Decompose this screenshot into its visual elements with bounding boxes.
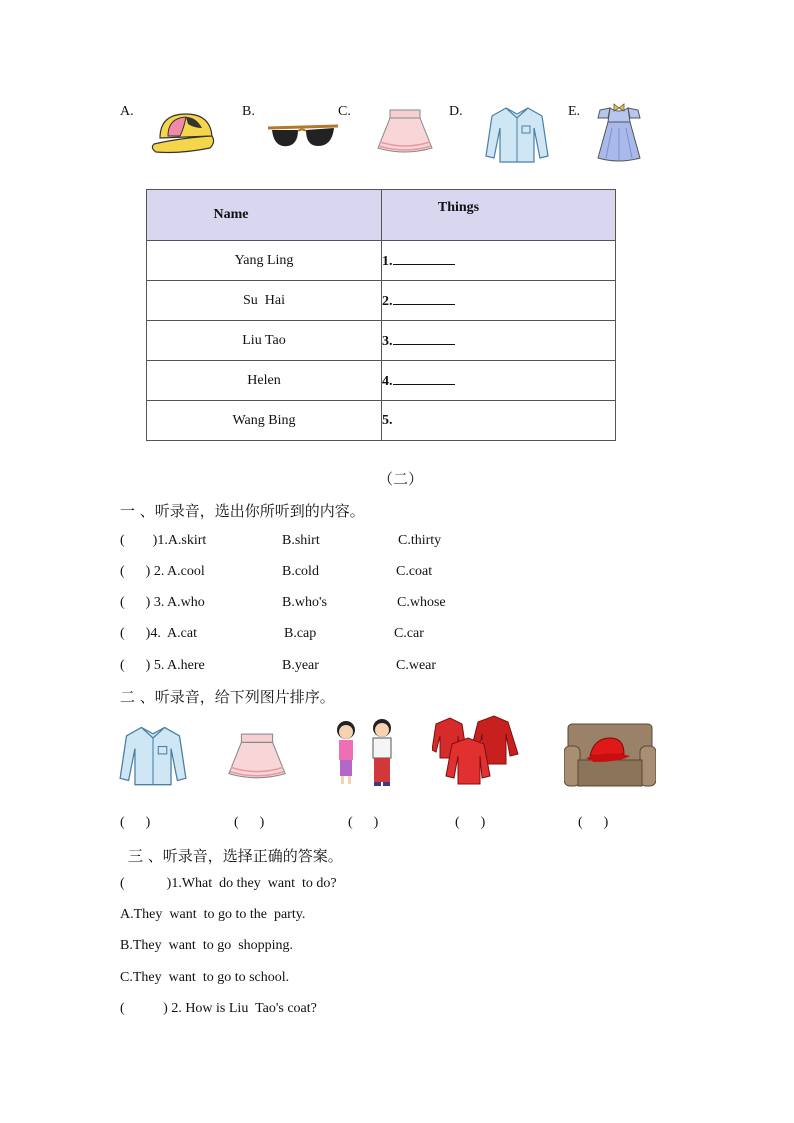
question-2: ( ) 2. How is Liu Tao's coat? (120, 1001, 317, 1016)
cap-icon (150, 108, 220, 158)
name-things-table (146, 189, 616, 441)
answer-blank[interactable] (393, 252, 455, 265)
question-item: ( ) 3. A.who (120, 595, 205, 610)
children-icon (330, 716, 404, 790)
option-b[interactable]: B.year (282, 658, 319, 673)
option-c[interactable]: C.coat (396, 564, 433, 579)
question-item: ( )4. A.cat (120, 626, 197, 641)
table-row (147, 361, 616, 401)
order-bracket[interactable]: ( ) (120, 815, 151, 830)
option-b[interactable]: B.cold (282, 564, 319, 579)
answer-option-c[interactable]: C.They want to go to school. (120, 970, 290, 985)
option-b[interactable]: B.cap (284, 626, 317, 641)
name-cell: Su Hai (147, 281, 382, 321)
thing-number: 2. (382, 293, 393, 309)
order-bracket[interactable]: ( ) (455, 815, 486, 830)
shirt-icon (118, 722, 188, 788)
skirt-icon (226, 732, 288, 782)
question-1: ( )1.What do they want to do? (120, 876, 337, 891)
option-c[interactable]: C.car (394, 626, 424, 641)
name-cell: Helen (147, 361, 382, 401)
table-header-name: Name (147, 190, 382, 241)
option-letter-a: A. (120, 104, 134, 119)
table-row (147, 241, 616, 281)
option-letter-c: C. (338, 104, 351, 119)
part1-heading: 一 、听录音，选出你所听到的内容。 (120, 502, 365, 520)
thing-cell[interactable] (382, 321, 616, 361)
order-bracket[interactable]: ( ) (348, 815, 379, 830)
table-row (147, 281, 616, 321)
option-letter-e: E. (568, 104, 581, 119)
table-row (147, 401, 616, 441)
table-row (147, 321, 616, 361)
order-bracket[interactable]: ( ) (234, 815, 265, 830)
skirt-icon (376, 108, 434, 156)
option-c[interactable]: C.thirty (398, 533, 442, 548)
answer-blank[interactable] (393, 292, 455, 305)
thing-cell[interactable] (382, 241, 616, 281)
name-cell: Yang Ling (147, 241, 382, 281)
thing-number: 3. (382, 333, 393, 349)
thing-cell[interactable] (382, 361, 616, 401)
answer-blank[interactable] (393, 372, 455, 385)
table-header-things: Things (382, 190, 616, 241)
answer-option-a[interactable]: A.They want to go to the party. (120, 907, 306, 922)
name-cell: Wang Bing (147, 401, 382, 441)
option-b[interactable]: B.shirt (282, 533, 320, 548)
answer-option-b[interactable]: B.They want to go shopping. (120, 938, 294, 953)
sunglasses-icon (266, 120, 340, 154)
shirt-icon (484, 104, 550, 164)
option-c[interactable]: C.whose (397, 595, 446, 610)
jackets-icon (432, 714, 522, 786)
order-bracket[interactable]: ( ) (578, 815, 609, 830)
option-c[interactable]: C.wear (396, 658, 437, 673)
thing-cell[interactable] (382, 281, 616, 321)
option-letter-b: B. (242, 104, 255, 119)
cap-on-sofa-icon (564, 718, 656, 794)
thing-number: 4. (382, 373, 393, 389)
option-letter-d: D. (449, 104, 463, 119)
question-item: ( ) 2. A.cool (120, 564, 205, 579)
answer-blank[interactable] (393, 332, 455, 345)
question-item: ( ) 5. A.here (120, 658, 205, 673)
option-b[interactable]: B.who's (282, 595, 327, 610)
thing-number: 1. (382, 253, 393, 269)
thing-number: 5. (382, 412, 393, 428)
thing-cell[interactable] (382, 401, 616, 441)
question-item: ( )1.A.skirt (120, 533, 207, 548)
dress-icon (594, 102, 644, 164)
name-cell: Liu Tao (147, 321, 382, 361)
part2-heading: 二 、听录音，给下列图片排序。 (120, 688, 335, 706)
section-title: （二） (378, 470, 424, 488)
part3-heading: 三 、听录音，选择正确的答案。 (128, 847, 343, 865)
